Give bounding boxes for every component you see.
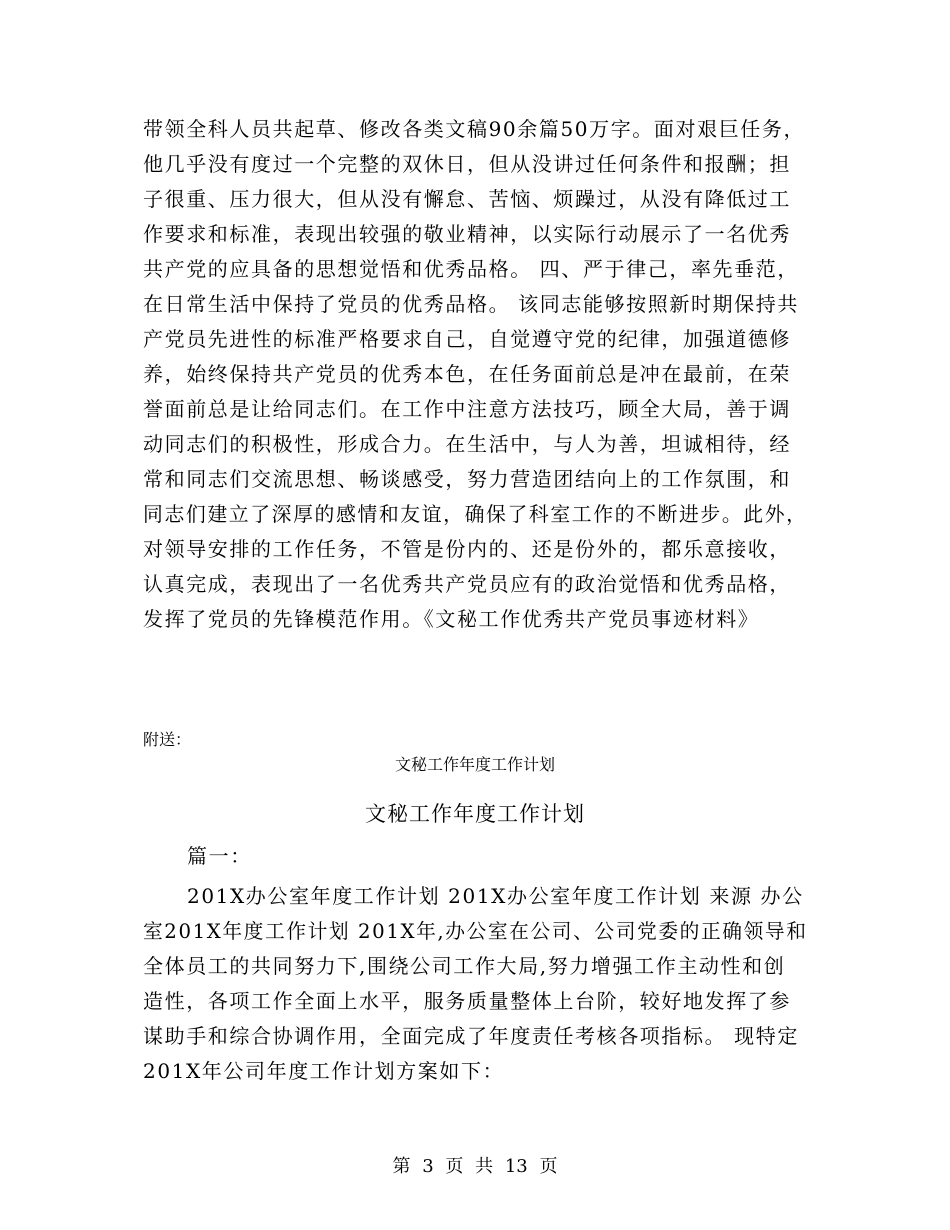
- paragraph-line: 带领全科人员共起草、修改各类文稿90余篇50万字。面对艰巨任务，: [143, 117, 806, 141]
- paragraph-line: 常和同志们交流思想、畅谈感受，努力营造团结向上的工作氛围，和: [143, 467, 791, 491]
- paragraph-line: 201X办公室年度工作计划 201X办公室年度工作计划 来源 办公: [187, 884, 804, 908]
- page-number-footer: 第 3 页 共 13 页: [392, 1156, 558, 1177]
- attachment-title: 文秘工作年度工作计划: [394, 755, 555, 774]
- paragraph-line: 动同志们的积极性，形成合力。在生活中，与人为善，坦诚相待，经: [143, 432, 791, 456]
- section-label: 篇一：: [187, 844, 252, 868]
- paragraph-line: 全体员工的共同努力下,围绕公司工作大局,努力增强工作主动性和创: [143, 954, 786, 978]
- paragraph-line: 同志们建立了深厚的感情和友谊，确保了科室工作的不断进步。此外，: [143, 502, 808, 526]
- paragraph-line: 对领导安排的工作任务，不管是份内的、还是份外的，都乐意接收，: [143, 537, 791, 561]
- paragraph-line: 子很重、压力很大，但从没有懈怠、苦恼、烦躁过，从没有降低过工: [143, 187, 791, 211]
- paragraph-line: 作要求和标准，表现出较强的敬业精神，以实际行动展示了一名优秀: [143, 222, 791, 246]
- paragraph-line: 在日常生活中保持了党员的优秀品格。 该同志能够按照新时期保持共: [143, 292, 799, 316]
- paragraph-line: 发挥了党员的先锋模范作用。《文秘工作优秀共产党员事迹材料》: [143, 607, 760, 631]
- plan-title: 文秘工作年度工作计划: [365, 802, 585, 826]
- paragraph-line: 室201X年度工作计划 201X年,办公室在公司、公司党委的正确领导和: [143, 919, 808, 943]
- paragraph-line: 产党员先进性的标准严格要求自己，自觉遵守党的纪律，加强道德修: [143, 327, 791, 351]
- paragraph-line: 认真完成，表现出了一名优秀共产党员应有的政治觉悟和优秀品格，: [143, 572, 791, 596]
- attachment-label: 附送：: [143, 730, 192, 749]
- paragraph-line: 誉面前总是让给同志们。在工作中注意方法技巧，顾全大局，善于调: [143, 397, 791, 421]
- paragraph-line: 造性，各项工作全面上水平，服务质量整体上台阶，较好地发挥了参: [143, 989, 791, 1013]
- paragraph-line: 共产党的应具备的思想觉悟和优秀品格。 四、严于律己，率先垂范，: [143, 257, 799, 281]
- paragraph-line: 谋助手和综合协调作用，全面完成了年度责任考核各项指标。 现特定: [143, 1024, 799, 1048]
- paragraph-line: 养，始终保持共产党员的优秀本色，在任务面前总是冲在最前，在荣: [143, 362, 791, 386]
- paragraph-line: 201X年公司年度工作计划方案如下：: [143, 1059, 505, 1083]
- paragraph-line: 他几乎没有度过一个完整的双休日，但从没讲过任何条件和报酬；担: [143, 152, 791, 176]
